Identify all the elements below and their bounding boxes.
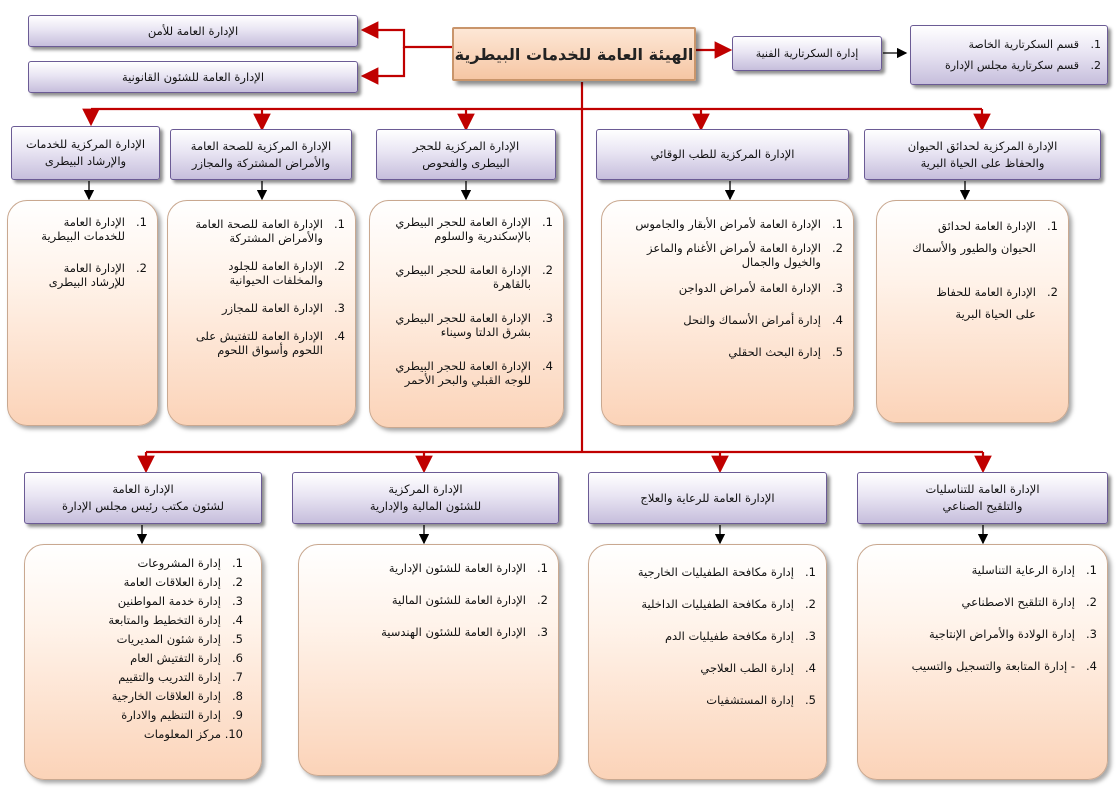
public-health-central-header — [170, 129, 352, 180]
item-number: 2. — [232, 575, 243, 589]
item-text: إدارة شئون المديريات — [116, 632, 221, 646]
item-text: الإدارة العامة للشئون الهندسية — [381, 625, 526, 639]
list-item — [597, 597, 816, 611]
item-number: 5. — [805, 693, 816, 707]
list-item — [33, 612, 243, 628]
item-text: للخدمات البيطرية — [41, 229, 125, 243]
item-number: 1. — [537, 561, 548, 575]
list-item — [33, 574, 243, 590]
header-line: الإدارة المركزية لحدائق الحيوان — [907, 138, 1058, 153]
quarantine-central-header — [376, 129, 556, 180]
header-line: الإدارة العامة للتناسليات — [925, 482, 1040, 496]
list-item — [866, 595, 1097, 609]
list-item — [866, 627, 1097, 641]
item-text: الإدارة العامة للتفتيش على — [195, 329, 323, 343]
item-number: 3. — [334, 301, 345, 315]
list-item — [378, 215, 553, 243]
list-item — [176, 217, 345, 245]
item-text: إدارة التلقيح الاصطناعي — [961, 595, 1075, 609]
item-text: إدارة خدمة المواطنين — [117, 594, 221, 608]
item-number: 4. — [334, 329, 345, 343]
item-text: إدارة أمراض الأسماك والنحل — [683, 313, 821, 327]
list-item — [885, 281, 1058, 325]
header-line: والحفاظ على الحياة البرية — [920, 155, 1045, 170]
technical-secretariat-label: إدارة السكرتارية الفنية — [755, 47, 859, 60]
header-line: لشئون مكتب رئيس مجلس الإدارة — [61, 499, 225, 513]
item-text: اللحوم وأسواق اللحوم — [217, 343, 323, 357]
list-item — [307, 561, 548, 575]
item-text: إدارة الرعاية التناسلية — [971, 563, 1075, 577]
header-line: والإرشاد البيطرى — [44, 154, 127, 168]
list-item — [866, 563, 1097, 577]
item-text: إدارة العلاقات الخارجية — [111, 689, 221, 703]
item-number: 2. — [1047, 285, 1058, 299]
header-line: الإدارة المركزية للطب الوقائي — [650, 147, 795, 161]
item-text: إدارة التفتيش العام — [130, 651, 221, 665]
item-text: إدارة العلاقات العامة — [123, 575, 221, 589]
header-line: للشئون المالية والإدارية — [369, 499, 482, 513]
header-line: والأمراض المشتركة والمجازر — [191, 155, 331, 170]
services-extension-central-header — [11, 126, 160, 180]
item-text: والمخلفات الحيوانية — [229, 273, 323, 287]
item-number: 2. — [537, 593, 548, 607]
item-number: 2. — [832, 241, 843, 255]
item-text: بالقاهرة — [493, 277, 531, 291]
care-treatment-header — [588, 472, 827, 524]
item-text: إدارة المستشفيات — [706, 693, 794, 707]
item-text: للوجه القبلي والبحر الأحمر — [404, 373, 531, 387]
list-item — [176, 259, 345, 287]
item-number: 6. — [232, 651, 243, 665]
list-item — [176, 301, 345, 315]
item-number: 2. — [542, 263, 553, 277]
item-text: الإدارة العامة لأمراض الدواجن — [678, 281, 821, 295]
list-item — [16, 215, 147, 243]
authority-title-box — [452, 27, 696, 81]
list-item — [610, 241, 843, 269]
item-number: 3. — [805, 629, 816, 643]
header-line: الإدارة المركزية للحجر — [412, 138, 520, 153]
header-line: والتلقيح الصناعي — [942, 499, 1023, 513]
header-line: الإدارة المركزية للصحة العامة — [190, 138, 332, 153]
item-text: إدارة مكافحة الطفيليات الداخلية — [641, 597, 794, 611]
item-number: 7. — [232, 670, 243, 684]
item-number: 1. — [136, 215, 147, 229]
item-text: إدارة مكافحة طفيليات الدم — [664, 629, 794, 643]
legal-dept-label: الإدارة العامة للشئون القانونية — [121, 69, 265, 84]
public-health-list-panel — [167, 200, 356, 426]
item-number: 3. — [232, 594, 243, 608]
item-number: 2. — [334, 259, 345, 273]
item-text: إدارة التنظيم والادارة — [121, 708, 221, 722]
item-text: الإدارة العامة للجلود — [228, 259, 323, 273]
list-item — [597, 693, 816, 707]
item-text: الإدارة العامة للحجر البيطري — [395, 359, 531, 373]
list-item — [16, 261, 147, 289]
item-text: الحيوان والطيور والأسماك — [912, 241, 1036, 255]
secretariat-item — [917, 57, 1101, 74]
item-text: الإدارة العامة للحجر البيطري — [395, 215, 531, 229]
security-dept-label: الإدارة العامة للأمن — [147, 23, 239, 38]
list-item — [597, 565, 816, 579]
authority-title: الهيئة العامة للخدمات البيطرية — [454, 44, 694, 64]
list-item — [378, 311, 553, 339]
item-text: الإدارة العامة للمجازر — [221, 301, 323, 315]
item-number: 3. — [1086, 627, 1097, 641]
security-dept-box — [28, 15, 358, 47]
list-item — [33, 669, 243, 685]
header-line: الإدارة المركزية — [388, 482, 463, 496]
preventive-medicine-list-panel — [601, 200, 854, 426]
item-number: 2. — [1086, 595, 1097, 609]
item-number: 1. — [1086, 563, 1097, 577]
list-item — [610, 313, 843, 327]
item-number: 1. — [232, 556, 243, 570]
secretariat-sections-box — [910, 25, 1108, 85]
list-item — [866, 659, 1097, 673]
chairman-office-list-panel — [24, 544, 262, 780]
zoo-wildlife-central-header — [864, 129, 1101, 180]
item-text: إدارة البحث الحقلي — [728, 345, 821, 359]
item-text: الإدارة العامة للحفاظ — [936, 285, 1036, 299]
item-number: 8. — [232, 689, 243, 703]
services-extension-list-panel — [7, 200, 158, 426]
list-item — [33, 555, 243, 571]
item-number: 3. — [832, 281, 843, 295]
list-item — [307, 625, 548, 639]
care-treatment-list-panel — [588, 544, 827, 780]
item-text: إدارة التدريب والتقييم — [118, 670, 221, 684]
item-number: 2. — [1090, 59, 1101, 72]
item-number: 4. — [805, 661, 816, 675]
item-number: 1. — [832, 217, 843, 231]
header-line: الإدارة العامة — [112, 482, 174, 496]
item-text: إدارة مكافحة الطفيليات الخارجية — [637, 565, 794, 579]
item-text: الإدارة العامة للحجر البيطري — [395, 311, 531, 325]
item-number: 1. — [542, 215, 553, 229]
legal-dept-box — [28, 61, 358, 93]
list-item — [610, 345, 843, 359]
item-text: الإدارة العامة لأمراض الأغنام والماعز — [647, 241, 821, 255]
list-item — [33, 707, 243, 723]
list-item — [33, 593, 243, 609]
item-number: 3. — [542, 311, 553, 325]
item-text: والأمراض المشتركة — [229, 231, 323, 245]
list-item — [33, 726, 243, 742]
item-text: الإدارة العامة لأمراض الأبقار والجاموس — [635, 217, 821, 231]
list-item — [597, 661, 816, 675]
item-number: 3. — [537, 625, 548, 639]
item-text: والخيول والجمال — [741, 255, 821, 269]
item-number: 5. — [232, 632, 243, 646]
item-number: 5. — [832, 345, 843, 359]
zoo-wildlife-list-panel — [876, 200, 1069, 423]
reproduction-list-panel — [857, 544, 1108, 780]
list-item — [33, 688, 243, 704]
item-number: 10. — [224, 727, 243, 741]
chairman-office-header — [24, 472, 262, 524]
item-text: بالإسكندرية والسلوم — [434, 229, 531, 243]
item-text: للإرشاد البيطرى — [48, 275, 125, 289]
item-number: 4. — [1086, 659, 1097, 673]
list-item — [378, 359, 553, 387]
item-text: الإدارة العامة — [63, 261, 125, 275]
item-text: إدارة الولادة والأمراض الإنتاجية — [929, 627, 1075, 641]
finance-admin-central-header — [292, 472, 559, 524]
item-text: قسم سكرتارية مجلس الإدارة — [945, 59, 1079, 72]
item-text: إدارة التخطيط والمتابعة — [108, 613, 221, 627]
item-text: على الحياة البرية — [955, 307, 1036, 321]
preventive-medicine-central-header — [596, 129, 849, 180]
item-text: الإدارة العامة للشئون الإدارية — [388, 561, 526, 575]
item-text: الإدارة العامة للصحة العامة — [195, 217, 323, 231]
header-line: الإدارة العامة للرعاية والعلاج — [640, 490, 775, 505]
quarantine-list-panel — [369, 200, 564, 428]
header-line: الإدارة المركزية للخدمات — [25, 137, 146, 151]
item-text: الإدارة العامة لحدائق — [938, 219, 1036, 233]
list-item — [597, 629, 816, 643]
item-number: 1. — [334, 217, 345, 231]
item-text: الإدارة العامة — [63, 215, 125, 229]
header-line: البيطرى والفحوص — [422, 155, 510, 170]
item-number: 4. — [832, 313, 843, 327]
item-number: 2. — [136, 261, 147, 275]
item-number: 4. — [232, 613, 243, 627]
item-text: إدارة الطب العلاجي — [700, 661, 794, 675]
technical-secretariat-box — [732, 36, 882, 71]
list-item — [307, 593, 548, 607]
list-item — [885, 215, 1058, 259]
item-number: 1. — [1090, 38, 1101, 51]
finance-admin-list-panel — [298, 544, 559, 776]
list-item — [33, 650, 243, 666]
item-number: 1. — [805, 565, 816, 579]
secretariat-item — [917, 36, 1101, 53]
reproduction-insemination-header — [857, 472, 1108, 524]
item-text: بشرق الدلتا وسيناء — [440, 325, 531, 339]
item-number: 4. — [542, 359, 553, 373]
item-text: قسم السكرتارية الخاصة — [968, 38, 1079, 51]
item-number: 1. — [1047, 219, 1058, 233]
list-item — [610, 217, 843, 231]
item-text: - إدارة المتابعة والتسجيل والتسيب — [911, 659, 1075, 673]
item-number: 9. — [232, 708, 243, 722]
list-item — [33, 631, 243, 647]
item-text: إدارة المشروعات — [137, 556, 221, 570]
item-number: 2. — [805, 597, 816, 611]
item-text: مركز المعلومات — [143, 727, 221, 741]
list-item — [378, 263, 553, 291]
list-item — [610, 281, 843, 295]
item-text: الإدارة العامة للشئون المالية — [391, 593, 526, 607]
item-text: الإدارة العامة للحجر البيطري — [395, 263, 531, 277]
list-item — [176, 329, 345, 357]
